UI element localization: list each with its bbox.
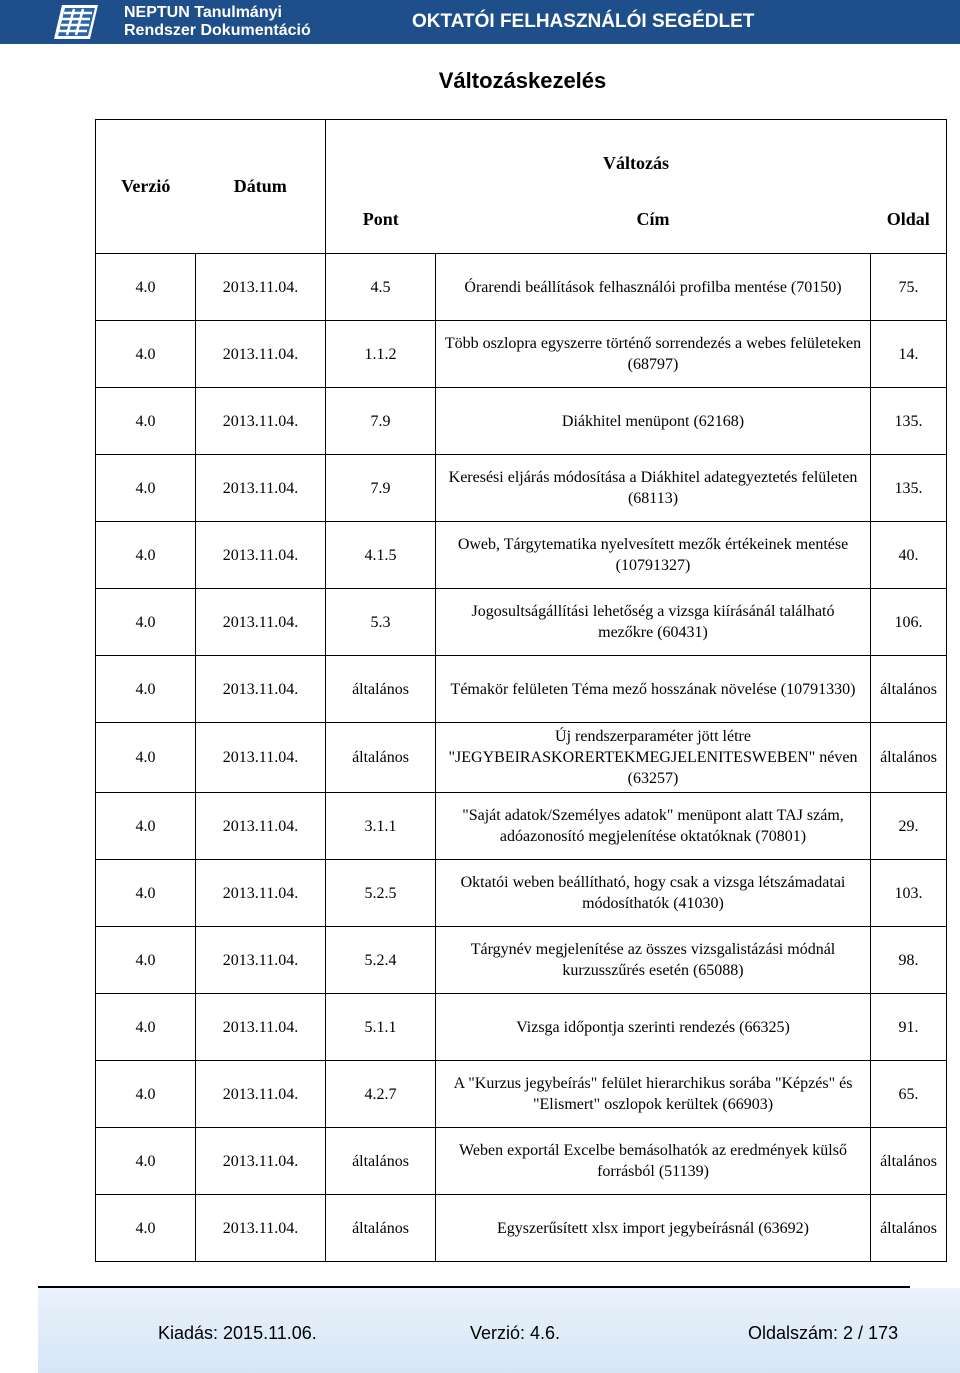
cell-page: 29. [871,793,947,860]
cell-point: általános [326,1195,436,1262]
change-log-table [95,119,947,1262]
cell-version: 4.0 [96,589,196,656]
cell-title: A "Kurzus jegybeírás" felület hierarchikus sorába "Képzés" és "Elismert" oszlopok kerültek (66903) [436,1061,871,1128]
cell-version: 4.0 [96,455,196,522]
cell-version: 4.0 [96,321,196,388]
cell-page: általános [871,1128,947,1195]
cell-date: 2013.11.04. [196,589,326,656]
table-row [96,793,947,860]
header-change: Változás [326,120,947,187]
table-row [96,1195,947,1262]
cell-title: Tárgynév megjelenítése az összes vizsgalistázási módnál kurzusszűrés esetén (65088) [436,927,871,994]
cell-point: 5.1.1 [326,994,436,1061]
header-system-name [124,4,311,40]
cell-point: 5.3 [326,589,436,656]
cell-title: Jogosultságállítási lehetőség a vizsga kiírásánál található mezőkre (60431) [436,589,871,656]
neptun-logo-icon [52,3,100,41]
page-title: Változáskezelés [438,68,607,93]
header-version: Verzió [96,120,196,254]
cell-version: 4.0 [96,1195,196,1262]
cell-title: Diákhitel menüpont (62168) [436,388,871,455]
cell-title: Órarendi beállítások felhasználói profilba mentése (70150) [436,254,871,321]
cell-date: 2013.11.04. [196,927,326,994]
cell-date: 2013.11.04. [196,1128,326,1195]
header-document-title: OKTATÓI FELHASZNÁLÓI SEGÉDLET [412,11,755,32]
table-row [96,455,947,522]
cell-title: "Saját adatok/Személyes adatok" menüpont alatt TAJ szám, adóazonosító megjelenítése oktatóknak (70801) [436,793,871,860]
cell-point: 4.1.5 [326,522,436,589]
cell-version: 4.0 [96,723,196,793]
cell-version: 4.0 [96,1128,196,1195]
cell-point: 5.2.4 [326,927,436,994]
cell-title: Témakör felületen Téma mező hosszának növelése (10791330) [436,656,871,723]
cell-title: Vizsga időpontja szerinti rendezés (66325) [436,994,871,1061]
header-title: Cím [436,187,871,254]
cell-version: 4.0 [96,793,196,860]
cell-title: Oktatói weben beállítható, hogy csak a vizsga létszámadatai módosíthatók (41030) [436,860,871,927]
cell-date: 2013.11.04. [196,860,326,927]
table-row [96,1061,947,1128]
cell-point: általános [326,723,436,793]
header-line-1: NEPTUN Tanulmányi [124,4,282,21]
table-row [96,656,947,723]
cell-date: 2013.11.04. [196,994,326,1061]
cell-date: 2013.11.04. [196,388,326,455]
table-row [96,1128,947,1195]
header-bar [0,0,960,44]
footer-page-number: Oldalszám: 2 / 173 [748,1323,899,1343]
cell-title: Keresési eljárás módosítása a Diákhitel adategyeztetés felületen (68113) [436,455,871,522]
cell-point: 4.2.7 [326,1061,436,1128]
cell-version: 4.0 [96,388,196,455]
cell-point: általános [326,656,436,723]
cell-title: Weben exportál Excelbe bemásolhatók az eredmények külső forrásból (51139) [436,1128,871,1195]
table-row [96,522,947,589]
cell-point: általános [326,1128,436,1195]
cell-date: 2013.11.04. [196,1195,326,1262]
cell-point: 3.1.1 [326,793,436,860]
cell-page: 91. [871,994,947,1061]
cell-date: 2013.11.04. [196,723,326,793]
cell-version: 4.0 [96,254,196,321]
cell-page: 98. [871,927,947,994]
cell-date: 2013.11.04. [196,793,326,860]
cell-version: 4.0 [96,522,196,589]
cell-date: 2013.11.04. [196,321,326,388]
table-row [96,994,947,1061]
cell-page: 40. [871,522,947,589]
cell-date: 2013.11.04. [196,254,326,321]
cell-date: 2013.11.04. [196,522,326,589]
cell-version: 4.0 [96,994,196,1061]
cell-date: 2013.11.04. [196,1061,326,1128]
cell-page: általános [871,1195,947,1262]
footer-issue-date: Kiadás: 2015.11.06. [158,1323,317,1343]
cell-point: 1.1.2 [326,321,436,388]
table-row [96,254,947,321]
cell-page: általános [871,656,947,723]
header-page: Oldal [871,187,947,254]
cell-title: Új rendszerparaméter jött létre "JEGYBEIRASKORERTEKMEGJELENITESWEBEN" néven (63257) [436,723,871,793]
cell-version: 4.0 [96,1061,196,1128]
cell-point: 5.2.5 [326,860,436,927]
cell-version: 4.0 [96,927,196,994]
cell-page: 14. [871,321,947,388]
cell-page: 75. [871,254,947,321]
cell-date: 2013.11.04. [196,455,326,522]
cell-page: 106. [871,589,947,656]
cell-point: 7.9 [326,455,436,522]
table-row [96,321,947,388]
cell-page: 103. [871,860,947,927]
table-row [96,927,947,994]
cell-page: 135. [871,388,947,455]
cell-point: 4.5 [326,254,436,321]
table-row [96,860,947,927]
cell-title: Több oszlopra egyszerre történő sorrendezés a webes felületeken (68797) [436,321,871,388]
cell-page: 135. [871,455,947,522]
cell-version: 4.0 [96,656,196,723]
cell-title: Oweb, Tárgytematika nyelvesített mezők értékeinek mentése (10791327) [436,522,871,589]
footer-version: Verzió: 4.6. [470,1323,561,1343]
cell-title: Egyszerűsített xlsx import jegybeírásnál (63692) [436,1195,871,1262]
cell-page: 65. [871,1061,947,1128]
table-row [96,388,947,455]
cell-date: 2013.11.04. [196,656,326,723]
table-row [96,723,947,793]
header-line-2: Rendszer Dokumentáció [124,22,311,39]
cell-version: 4.0 [96,860,196,927]
cell-page: általános [871,723,947,793]
cell-point: 7.9 [326,388,436,455]
table-row [96,589,947,656]
header-point: Pont [326,187,436,254]
header-date: Dátum [196,120,326,254]
